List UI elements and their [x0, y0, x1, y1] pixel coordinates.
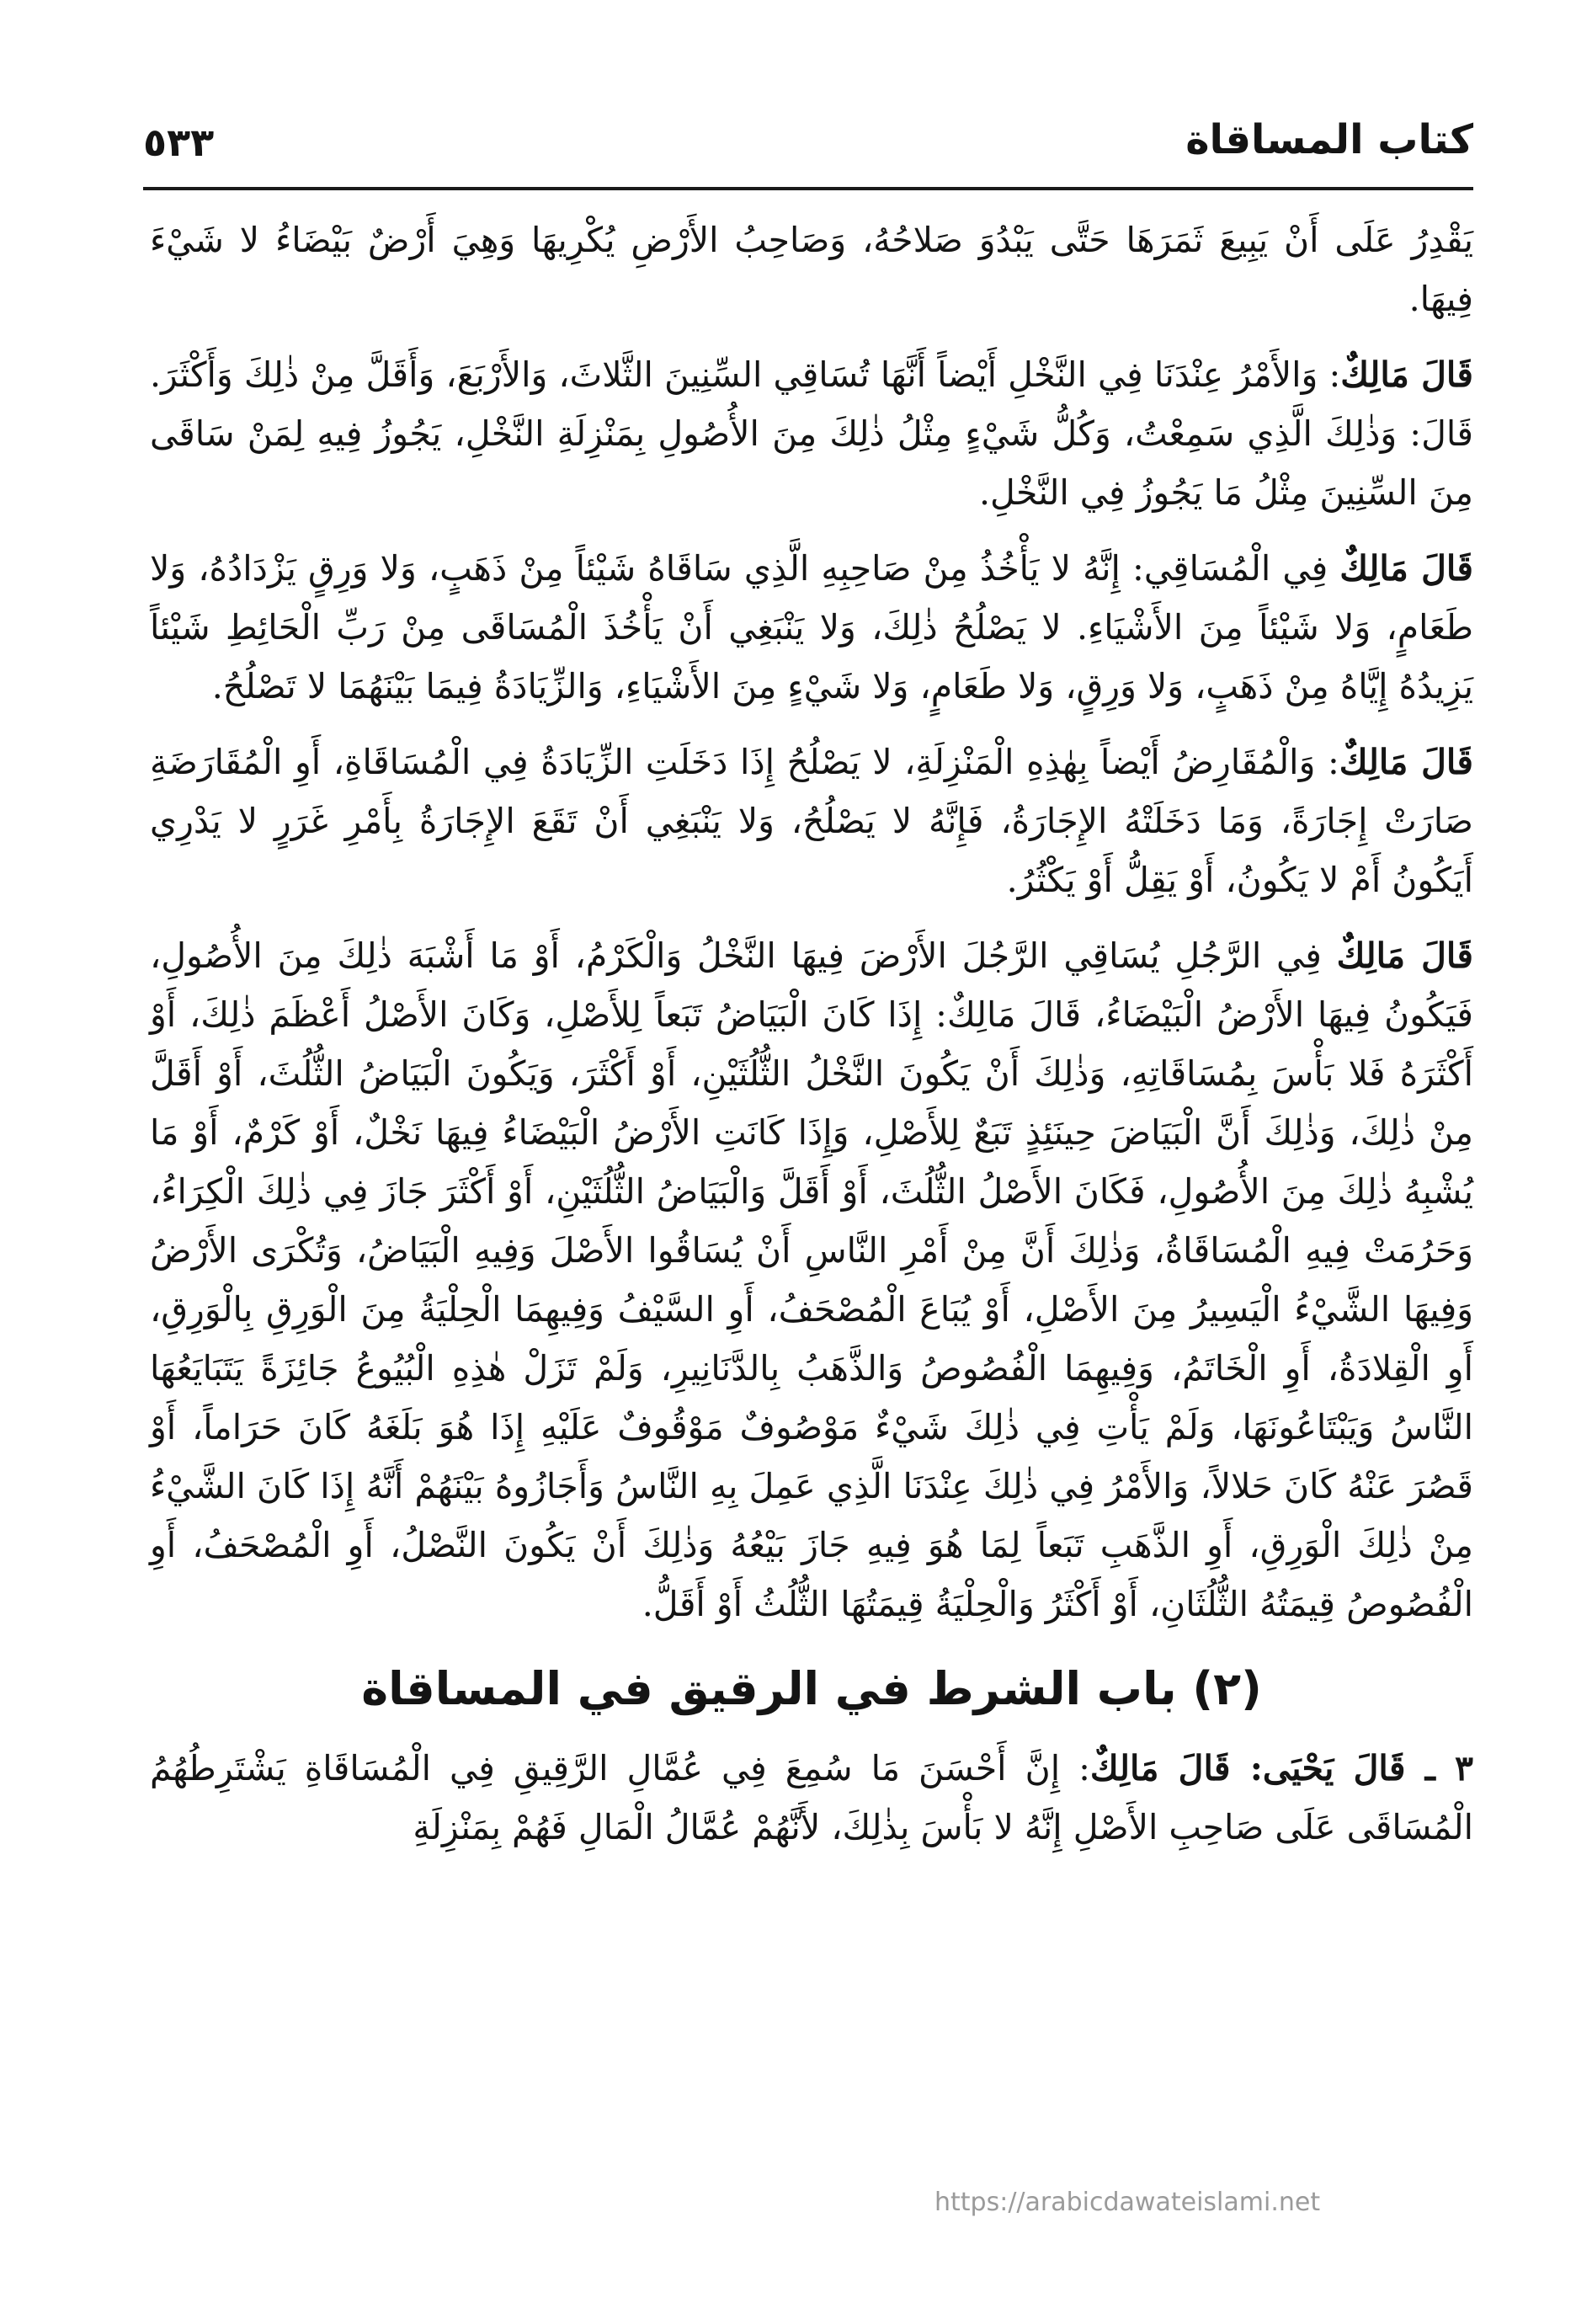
watermark-url: https://arabicdawateislami.net	[934, 2188, 1321, 2217]
header-divider	[143, 187, 1473, 190]
speaker-label: قَالَ مَالِكٌ	[1089, 1748, 1231, 1788]
hadith-number-prefix: ٣ ـ قَالَ يَحْيَى:	[1230, 1748, 1474, 1788]
paragraph-text: فِي الْمُسَاقِي: إِنَّهُ لا يَأْخُذُ مِنْ صَاحِبِهِ الَّذِي سَاقَاهُ شَيْئاً مِنْ ذَهَبٍ، وَلا وَرِقٍ يَزْدَادُهُ، وَلا طَعَامٍ، وَلا شَيْئاً مِنَ الأَشْيَاءِ. لا يَصْلُحُ ذٰلِكَ، وَلا يَنْبَغِي أَنْ يَأْخُذَ الْمُسَاقَى مِنْ رَبِّ الْحَائِطِ شَيْئاً يَزِيدُهُ إِيَّاهُ مِنْ ذَهَبٍ، وَلا وَرِقٍ، وَلا طَعَامٍ، وَلا شَيْءٍ مِنَ الأَشْيَاءِ، وَالزِّيَادَةُ فِيمَا بَيْنَهُمَا لا تَصْلُحُ.	[150, 548, 1473, 706]
speaker-label: قَالَ مَالِكٌ	[1339, 548, 1474, 589]
paragraph	[150, 211, 1473, 328]
speaker-label: قَالَ مَالِكٌ	[1340, 354, 1473, 395]
speaker-label: قَالَ مَالِكٌ	[1339, 742, 1473, 782]
speaker-label: قَالَ مَالِكٌ	[1336, 935, 1473, 976]
paragraph	[150, 1739, 1473, 1857]
paragraph	[150, 345, 1473, 522]
chapter-heading: (٢) باب الشرط في الرقيق في المساقاة	[361, 1662, 1262, 1715]
paragraph-text: : وَالْمُقَارِضُ أَيْضاً بِهٰذِهِ الْمَنْزِلَةِ، لا يَصْلُحُ إِذَا دَخَلَتِ الزِّيَادَةُ فِي الْمُسَاقَاةِ، أَوِ الْمُقَارَضَةِ صَارَتْ إِجَارَةً، وَمَا دَخَلَتْهُ الإِجَارَةُ، فَإِنَّهُ لا يَصْلُحُ، وَلا يَنْبَغِي أَنْ تَقَعَ الإِجَارَةُ بِأَمْرِ غَرَرٍ لا يَدْرِي أَيَكُونُ أَمْ لا يَكُونُ، أَوْ يَقِلُّ أَوْ يَكْثُرُ.	[150, 742, 1473, 900]
paragraph-text: : إِنَّ أَحْسَنَ مَا سُمِعَ فِي عُمَّالِ الرَّقِيقِ فِي الْمُسَاقَاةِ يَشْتَرِطُهُمُ الْمُسَاقَى عَلَى صَاحِبِ الأَصْلِ إِنَّهُ لا بَأْسَ بِذٰلِكَ، لأَنَّهُمْ عُمَّالُ الْمَالِ فَهُمْ بِمَنْزِلَةِ	[150, 1748, 1473, 1847]
paragraph-text: يَقْدِرُ عَلَى أَنْ يَبِيعَ ثَمَرَهَا حَتَّى يَبْدُوَ صَلاحُهُ، وَصَاحِبُ الأَرْضِ يُكْرِيهَا وَهِيَ أَرْضٌ بَيْضَاءُ لا شَيْءَ فِيهَا.	[150, 220, 1473, 319]
page-number: ٥٣٣	[143, 120, 215, 165]
paragraph-text: فِي الرَّجُلِ يُسَاقِي الرَّجُلَ الأَرْضَ فِيهَا النَّخْلُ وَالْكَرْمُ، أَوْ مَا أَشْبَهَ ذٰلِكَ مِنَ الأُصُولِ، فَيَكُونُ فِيهَا الأَرْضُ الْبَيْضَاءُ، قَالَ مَالِكٌ: إِذَا كَانَ الْبَيَاضُ تَبَعاً لِلأَصْلِ، وَكَانَ الأَصْلُ أَعْظَمَ ذٰلِكَ، أَوْ أَكْثَرَهُ فَلا بَأْسَ بِمُسَاقَاتِهِ، وَذٰلِكَ أَنْ يَكُونَ النَّخْلُ الثُّلُثَيْنِ، أَوْ أَكْثَرَ، وَيَكُونَ الْبَيَاضُ الثُّلُثَ، أَوْ أَقَلَّ مِنْ ذٰلِكَ، وَذٰلِكَ أَنَّ الْبَيَاضَ حِينَئِذٍ تَبَعٌ لِلأَصْلِ، وَإِذَا كَانَتِ الأَرْضُ الْبَيْضَاءُ فِيهَا نَخْلٌ، أَوْ كَرْمٌ، أَوْ مَا يُشْبِهُ ذٰلِكَ مِنَ الأُصُولِ، فَكَانَ الأَصْلُ الثُّلُثَ، أَوْ أَقَلَّ وَالْبَيَاضُ الثُّلُثَيْنِ، أَوْ أَكْثَرَ جَازَ فِي ذٰلِكَ الْكِرَاءُ، وَحَرُمَتْ فِيهِ الْمُسَاقَاةُ، وَذٰلِكَ أَنَّ مِنْ أَمْرِ النَّاسِ أَنْ يُسَاقُوا الأَصْلَ وَفِيهِ الْبَيَاضُ، وَتُكْرَى الأَرْضُ وَفِيهَا الشَّيْءُ الْيَسِيرُ مِنَ الأَصْلِ، أَوْ يُبَاعَ الْمُصْحَفُ، أَوِ السَّيْفُ وَفِيهِمَا الْحِلْيَةُ مِنَ الْوَرِقِ بِالْوَرِقِ، أَوِ الْقِلادَةُ، أَوِ الْخَاتَمُ، وَفِيهِمَا الْفُصُوصُ وَالذَّهَبُ بِالدَّنَانِيرِ، وَلَمْ تَزَلْ هٰذِهِ الْبُيُوعُ جَائِزَةً يَتَبَايَعُهَا النَّاسُ وَيَبْتَاعُونَهَا، وَلَمْ يَأْتِ فِي ذٰلِكَ شَيْءٌ مَوْصُوفٌ مَوْقُوفٌ عَلَيْهِ إِذَا هُوَ بَلَغَهُ كَانَ حَرَاماً، أَوْ قَصُرَ عَنْهُ كَانَ حَلالاً، وَالأَمْرُ فِي ذٰلِكَ عِنْدَنَا الَّذِي عَمِلَ بِهِ النَّاسُ وَأَجَازُوهُ بَيْنَهُمْ أَنَّهُ إِذَا كَانَ الشَّيْءُ مِنْ ذٰلِكَ الْوَرِقِ، أَوِ الذَّهَبِ تَبَعاً لِمَا هُوَ فِيهِ جَازَ بَيْعُهُ وَذٰلِكَ أَنْ يَكُونَ النَّصْلُ، أَوِ الْمُصْحَفُ، أَوِ الْفُصُوصُ قِيمَتُهُ الثُّلُثَانِ، أَوْ أَكْثَرُ وَالْحِلْيَةُ قِيمَتُهَا الثُّلُثُ أَوْ أَقَلُّ.	[150, 935, 1473, 1624]
paragraph	[150, 539, 1473, 716]
paragraph	[150, 926, 1473, 1634]
paragraph-text: : وَالأَمْرُ عِنْدَنَا فِي النَّخْلِ أَيْضاً أَنَّهَا تُسَاقِي السِّنِينَ الثَّلاثَ، وَالأَرْبَعَ، وَأَقَلَّ مِنْ ذٰلِكَ وَأَكْثَرَ. قَالَ: وَذٰلِكَ الَّذِي سَمِعْتُ، وَكُلُّ شَيْءٍ مِثْلُ ذٰلِكَ مِنَ الأُصُولِ بِمَنْزِلَةِ النَّخْلِ، يَجُوزُ فِيهِ لِمَنْ سَاقَى مِنَ السِّنِينَ مِثْلُ مَا يَجُوزُ فِي النَّخْلِ.	[150, 354, 1473, 513]
page-header	[143, 108, 1473, 184]
paragraph	[150, 733, 1473, 909]
running-title: كتاب المساقاة	[1185, 116, 1473, 163]
page-body	[150, 211, 1473, 1874]
